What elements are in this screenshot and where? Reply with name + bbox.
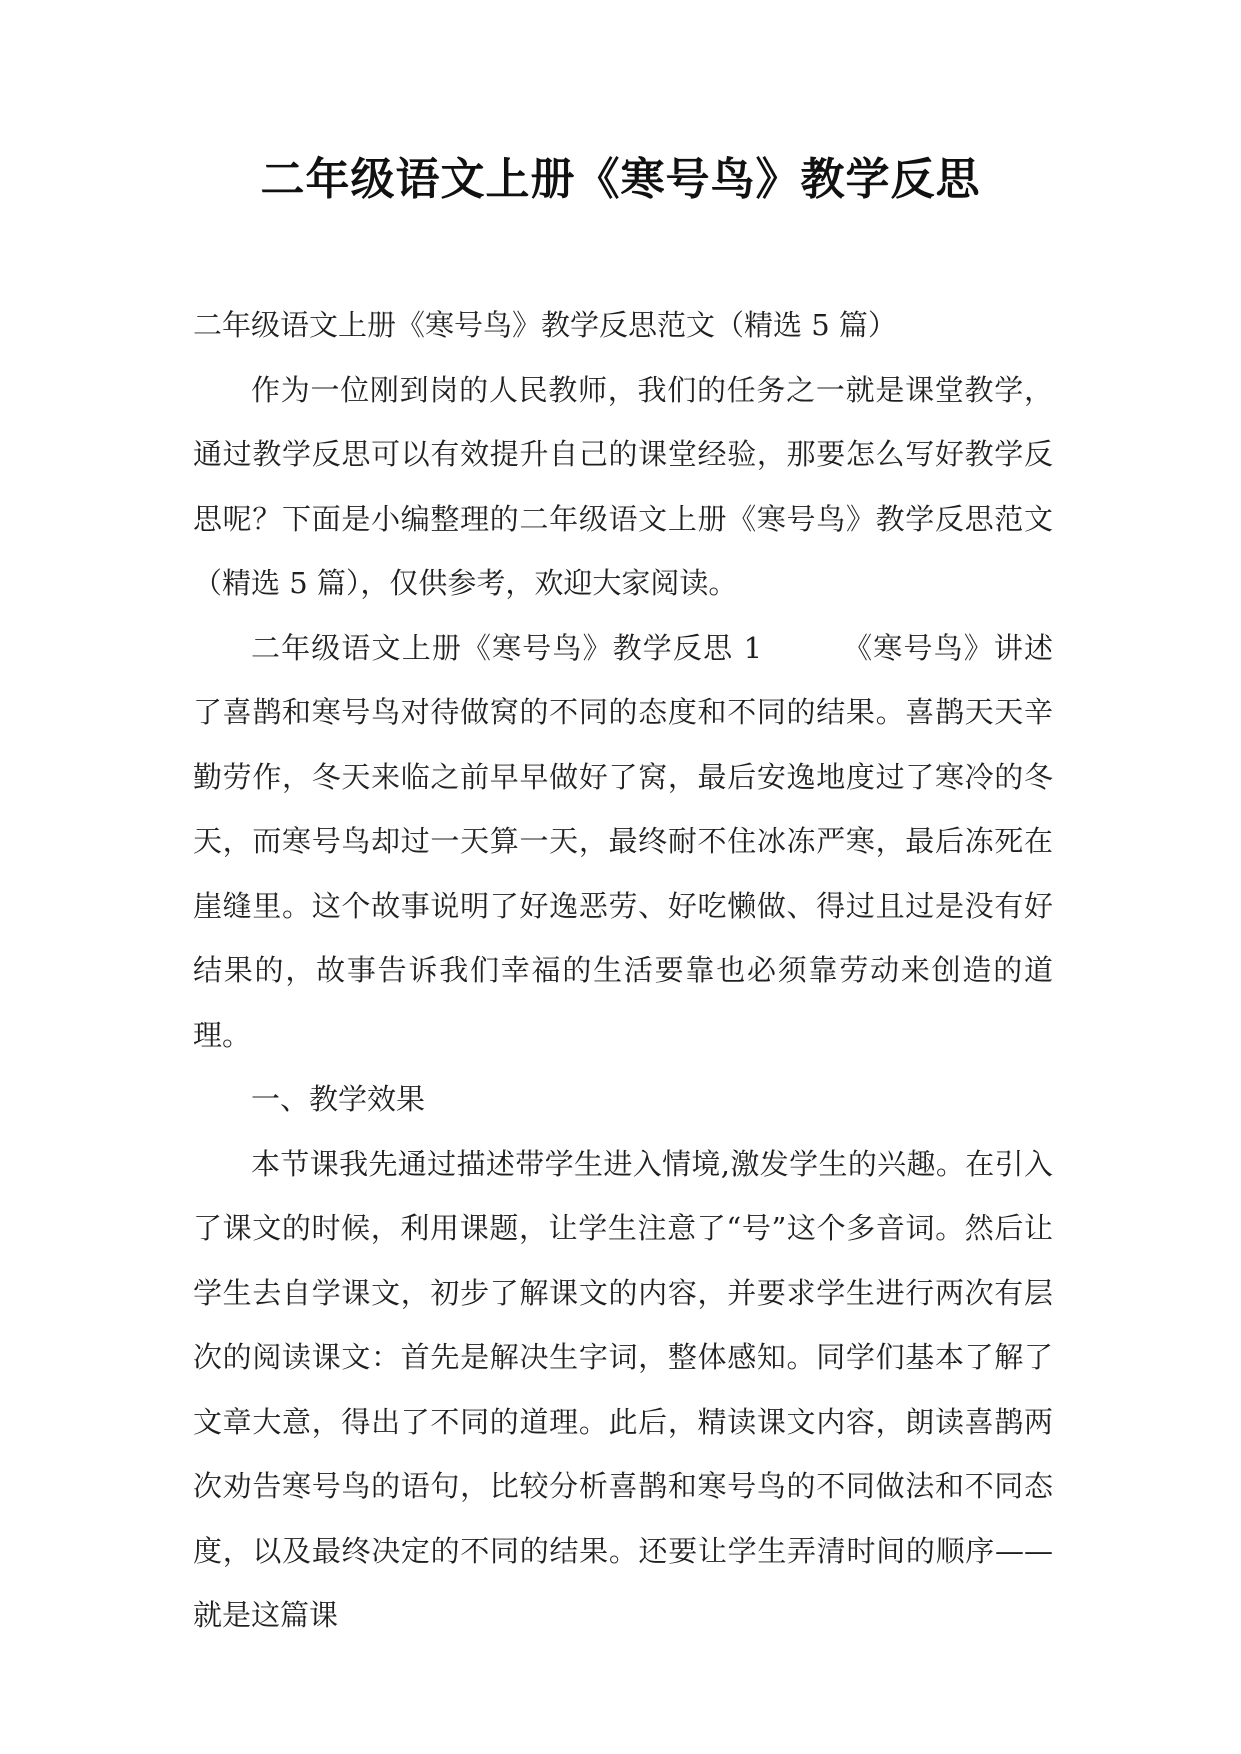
section-1-text: 《寒号鸟》讲述了喜鹊和寒号鸟对待做窝的不同的态度和不同的结果。喜鹊天天辛勤劳作，冬天来临之前早早做好了窝，最后安逸地度过了寒冷的冬天，而寒号鸟却过一天算一天，最终耐不住冰冻严寒，最后冻死在崖缝里。这个故事说明了好逸恶劳、好吃懒做、得过且过是没有好结果的，故事告诉我们幸福的生活要靠也必须靠劳动来创造的道理。 xyxy=(193,630,1053,1052)
document-body xyxy=(193,293,1053,1648)
effect-paragraph: 本节课我先通过描述带学生进入情境,激发学生的兴趣。在引入了课文的时候，利用课题，让学生注意了“号”这个多音词。然后让学生去自学课文，初步了解课文的内容，并要求学生进行两次有层次的阅读课文：首先是解决生字词，整体感知。同学们基本了解了文章大意，得出了不同的道理。此后，精读课文内容，朗读喜鹊两次劝告寒号鸟的语句，比较分析喜鹊和寒号鸟的不同做法和不同态度，以及最终决定的不同的结果。还要让学生弄清时间的顺序——就是这篇课 xyxy=(193,1146,1053,1632)
intro-paragraph: 作为一位刚到岗的人民教师，我们的任务之一就是课堂教学，通过教学反思可以有效提升自己的课堂经验，那要怎么写好教学反思呢？下面是小编整理的二年级语文上册《寒号鸟》教学反思范文（精选 5 篇），仅供参考，欢迎大家阅读。 xyxy=(193,372,1053,600)
section-1-paragraph xyxy=(193,616,1053,1068)
section-1-heading: 二年级语文上册《寒号鸟》教学反思 1 xyxy=(251,630,763,665)
document-subtitle: 二年级语文上册《寒号鸟》教学反思范文（精选 5 篇） xyxy=(193,308,897,342)
effect-heading: 一、教学效果 xyxy=(251,1082,426,1116)
document-title: 二年级语文上册《寒号鸟》教学反思 xyxy=(260,154,981,205)
